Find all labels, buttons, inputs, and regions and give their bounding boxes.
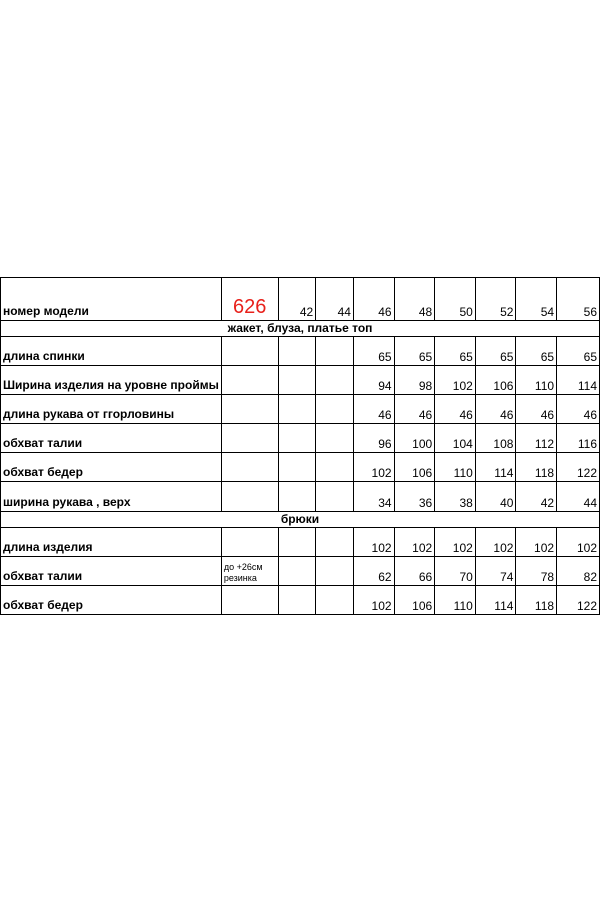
measurement-note <box>221 586 278 615</box>
measurement-value: 104 <box>435 424 476 453</box>
section-title: брюки <box>1 512 600 528</box>
measurement-value: 114 <box>557 366 600 395</box>
measurement-row <box>1 528 600 557</box>
measurement-value: 116 <box>557 424 600 453</box>
measurement-value: 96 <box>353 424 394 453</box>
measurement-note <box>221 366 278 395</box>
measurement-value <box>278 557 316 586</box>
size-header: 44 <box>316 278 354 321</box>
measurement-value: 65 <box>516 337 557 366</box>
measurement-value: 98 <box>394 366 435 395</box>
measurement-value: 102 <box>353 453 394 482</box>
measurement-value: 122 <box>557 586 600 615</box>
measurement-value: 108 <box>475 424 516 453</box>
measurement-value: 65 <box>353 337 394 366</box>
header-row <box>1 278 600 321</box>
measurement-value <box>278 424 316 453</box>
measurement-row <box>1 482 600 512</box>
measurement-value: 106 <box>394 453 435 482</box>
measurement-note: до +26см резинка <box>221 557 278 586</box>
model-number-label: номер модели <box>1 278 222 321</box>
section-header-row <box>1 512 600 528</box>
table-body <box>1 278 600 615</box>
measurement-note <box>221 482 278 512</box>
measurement-value: 65 <box>475 337 516 366</box>
measurement-value: 70 <box>435 557 476 586</box>
measurement-value: 42 <box>516 482 557 512</box>
size-header: 46 <box>353 278 394 321</box>
measurement-note <box>221 395 278 424</box>
measurement-value <box>278 395 316 424</box>
measurement-value: 102 <box>435 528 476 557</box>
measurement-value: 114 <box>475 586 516 615</box>
measurement-value <box>278 366 316 395</box>
measurement-value: 38 <box>435 482 476 512</box>
measurement-value: 114 <box>475 453 516 482</box>
section-title: жакет, блуза, платье топ <box>1 321 600 337</box>
measurement-row <box>1 557 600 586</box>
measurement-row <box>1 586 600 615</box>
measurement-row <box>1 337 600 366</box>
measurement-value: 65 <box>394 337 435 366</box>
measurement-value: 102 <box>557 528 600 557</box>
size-header: 50 <box>435 278 476 321</box>
measurement-value: 65 <box>557 337 600 366</box>
measurement-value <box>278 453 316 482</box>
model-number-value: 626 <box>221 278 278 321</box>
measurement-value: 34 <box>353 482 394 512</box>
measurement-value: 118 <box>516 453 557 482</box>
measurement-value <box>278 528 316 557</box>
size-header: 54 <box>516 278 557 321</box>
measurement-label: ширина рукава , верх <box>1 482 222 512</box>
measurement-value <box>316 482 354 512</box>
size-header: 42 <box>278 278 316 321</box>
measurement-value: 110 <box>516 366 557 395</box>
measurement-value: 44 <box>557 482 600 512</box>
measurement-value: 62 <box>353 557 394 586</box>
measurement-value: 36 <box>394 482 435 512</box>
measurement-value <box>278 586 316 615</box>
size-chart-table <box>0 277 600 615</box>
measurement-label: длина рукава от ггорловины <box>1 395 222 424</box>
measurement-value: 46 <box>557 395 600 424</box>
measurement-row <box>1 424 600 453</box>
measurement-value: 122 <box>557 453 600 482</box>
measurement-value: 118 <box>516 586 557 615</box>
measurement-note <box>221 337 278 366</box>
size-header: 56 <box>557 278 600 321</box>
measurement-value: 102 <box>435 366 476 395</box>
measurement-value: 46 <box>516 395 557 424</box>
measurement-value: 66 <box>394 557 435 586</box>
measurement-row <box>1 366 600 395</box>
measurement-value: 94 <box>353 366 394 395</box>
measurement-value: 78 <box>516 557 557 586</box>
size-header: 48 <box>394 278 435 321</box>
measurement-value: 102 <box>353 586 394 615</box>
section-header-row <box>1 321 600 337</box>
measurement-value: 46 <box>475 395 516 424</box>
measurement-value <box>316 557 354 586</box>
measurement-row <box>1 453 600 482</box>
measurement-value <box>316 366 354 395</box>
measurement-value: 112 <box>516 424 557 453</box>
measurement-value: 40 <box>475 482 516 512</box>
measurement-label: длина спинки <box>1 337 222 366</box>
measurement-value: 65 <box>435 337 476 366</box>
measurement-value: 46 <box>435 395 476 424</box>
measurement-value <box>316 586 354 615</box>
size-header: 52 <box>475 278 516 321</box>
measurement-value <box>278 337 316 366</box>
measurement-note <box>221 528 278 557</box>
measurement-value <box>278 482 316 512</box>
measurement-note <box>221 424 278 453</box>
measurement-label: обхват талии <box>1 557 222 586</box>
measurement-value: 106 <box>475 366 516 395</box>
measurement-label: Ширина изделия на уровне проймы <box>1 366 222 395</box>
measurement-value: 110 <box>435 586 476 615</box>
measurement-value: 46 <box>394 395 435 424</box>
measurement-value: 102 <box>516 528 557 557</box>
measurement-label: обхват талии <box>1 424 222 453</box>
measurement-label: обхват бедер <box>1 586 222 615</box>
measurement-row <box>1 395 600 424</box>
measurement-value: 102 <box>353 528 394 557</box>
measurement-note <box>221 453 278 482</box>
measurement-value: 74 <box>475 557 516 586</box>
measurement-value: 102 <box>394 528 435 557</box>
measurement-value <box>316 337 354 366</box>
measurement-value <box>316 528 354 557</box>
measurement-label: обхват бедер <box>1 453 222 482</box>
measurement-value: 46 <box>353 395 394 424</box>
measurement-value: 100 <box>394 424 435 453</box>
measurement-value: 102 <box>475 528 516 557</box>
measurement-value <box>316 395 354 424</box>
measurement-label: длина изделия <box>1 528 222 557</box>
measurement-value: 106 <box>394 586 435 615</box>
measurement-value <box>316 453 354 482</box>
measurement-value: 82 <box>557 557 600 586</box>
measurement-value: 110 <box>435 453 476 482</box>
measurement-value <box>316 424 354 453</box>
